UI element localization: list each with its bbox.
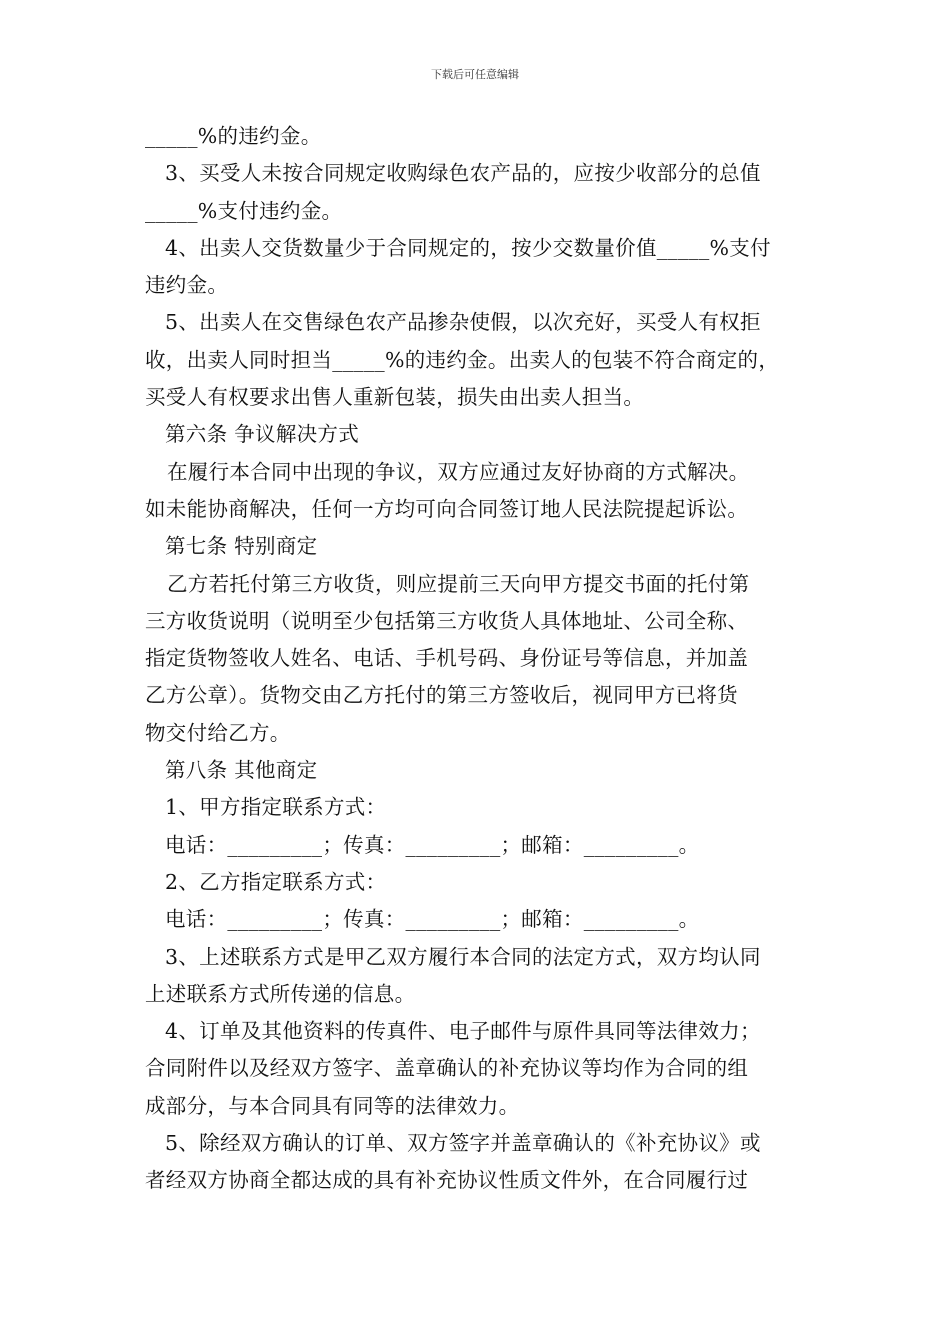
text-line: 2、乙方指定联系方式： (165, 869, 387, 894)
text-line: 合同附件以及经双方签字、盖章确认的补充协议等均作为合同的组 (145, 1056, 749, 1081)
contract-body (145, 118, 810, 1200)
text-line: 乙方若托付第三方收货，则应提前三天向甲方提交书面的托付第 (167, 571, 750, 596)
section-heading: 第六条 争议解决方式 (165, 422, 360, 447)
text-line: 物交付给乙方。 (145, 720, 291, 745)
header-note: 下载后可任意编辑 (431, 68, 519, 81)
text-line: 者经双方协商全都达成的具有补充协议性质文件外，在合同履行过 (145, 1168, 749, 1193)
text-line: 乙方公章）。货物交由乙方托付的第三方签收后，视同甲方已将货 (145, 683, 738, 708)
section-heading: 第八条 其他商定 (165, 758, 318, 783)
text-line: 如未能协商解决，任何一方均可向合同签订地人民法院提起诉讼。 (145, 496, 749, 521)
text-line: 4、出卖人交货数量少于合同规定的，按少交数量价值_____%支付 (165, 235, 771, 260)
text-line: _____%支付违约金。 (145, 198, 343, 223)
text-line: 5、出卖人在交售绿色农产品掺杂使假，以次充好，买受人有权拒 (165, 310, 761, 335)
text-line: 三方收货说明（说明至少包括第三方收货人具体地址、公司全称、 (145, 608, 749, 633)
text-line: 成部分，与本合同具有同等的法律效力。 (145, 1093, 520, 1118)
text-line: 3、买受人未按合同规定收购绿色农产品的，应按少收部分的总值 (165, 161, 761, 186)
text-line: 收，出卖人同时担当_____%的违约金。出卖人的包装不符合商定的， (145, 347, 780, 372)
text-line: 3、上述联系方式是甲乙双方履行本合同的法定方式，双方均认同 (165, 944, 761, 969)
text-line: 违约金。 (145, 273, 229, 298)
text-line: 指定货物签收人姓名、电话、手机号码、身份证号等信息，并加盖 (145, 646, 749, 671)
contact-line: 电话：_________；传真：_________；邮箱：_________。 (165, 907, 700, 932)
contact-line: 电话：_________；传真：_________；邮箱：_________。 (165, 832, 700, 857)
text-line: 4、订单及其他资料的传真件、电子邮件与原件具同等法律效力； (165, 1019, 761, 1044)
text-line: _____%的违约金。 (145, 124, 322, 148)
text-line: 1、甲方指定联系方式： (165, 795, 387, 820)
text-line: 买受人有权要求出售人重新包装，损失由出卖人担当。 (145, 385, 645, 410)
text-line: 上述联系方式所传递的信息。 (145, 981, 416, 1006)
section-heading: 第七条 特别商定 (165, 534, 318, 559)
text-line: 5、除经双方确认的订单、双方签字并盖章确认的《补充协议》或 (165, 1131, 761, 1156)
text-line: 在履行本合同中出现的争议，双方应通过友好协商的方式解决。 (167, 459, 750, 484)
